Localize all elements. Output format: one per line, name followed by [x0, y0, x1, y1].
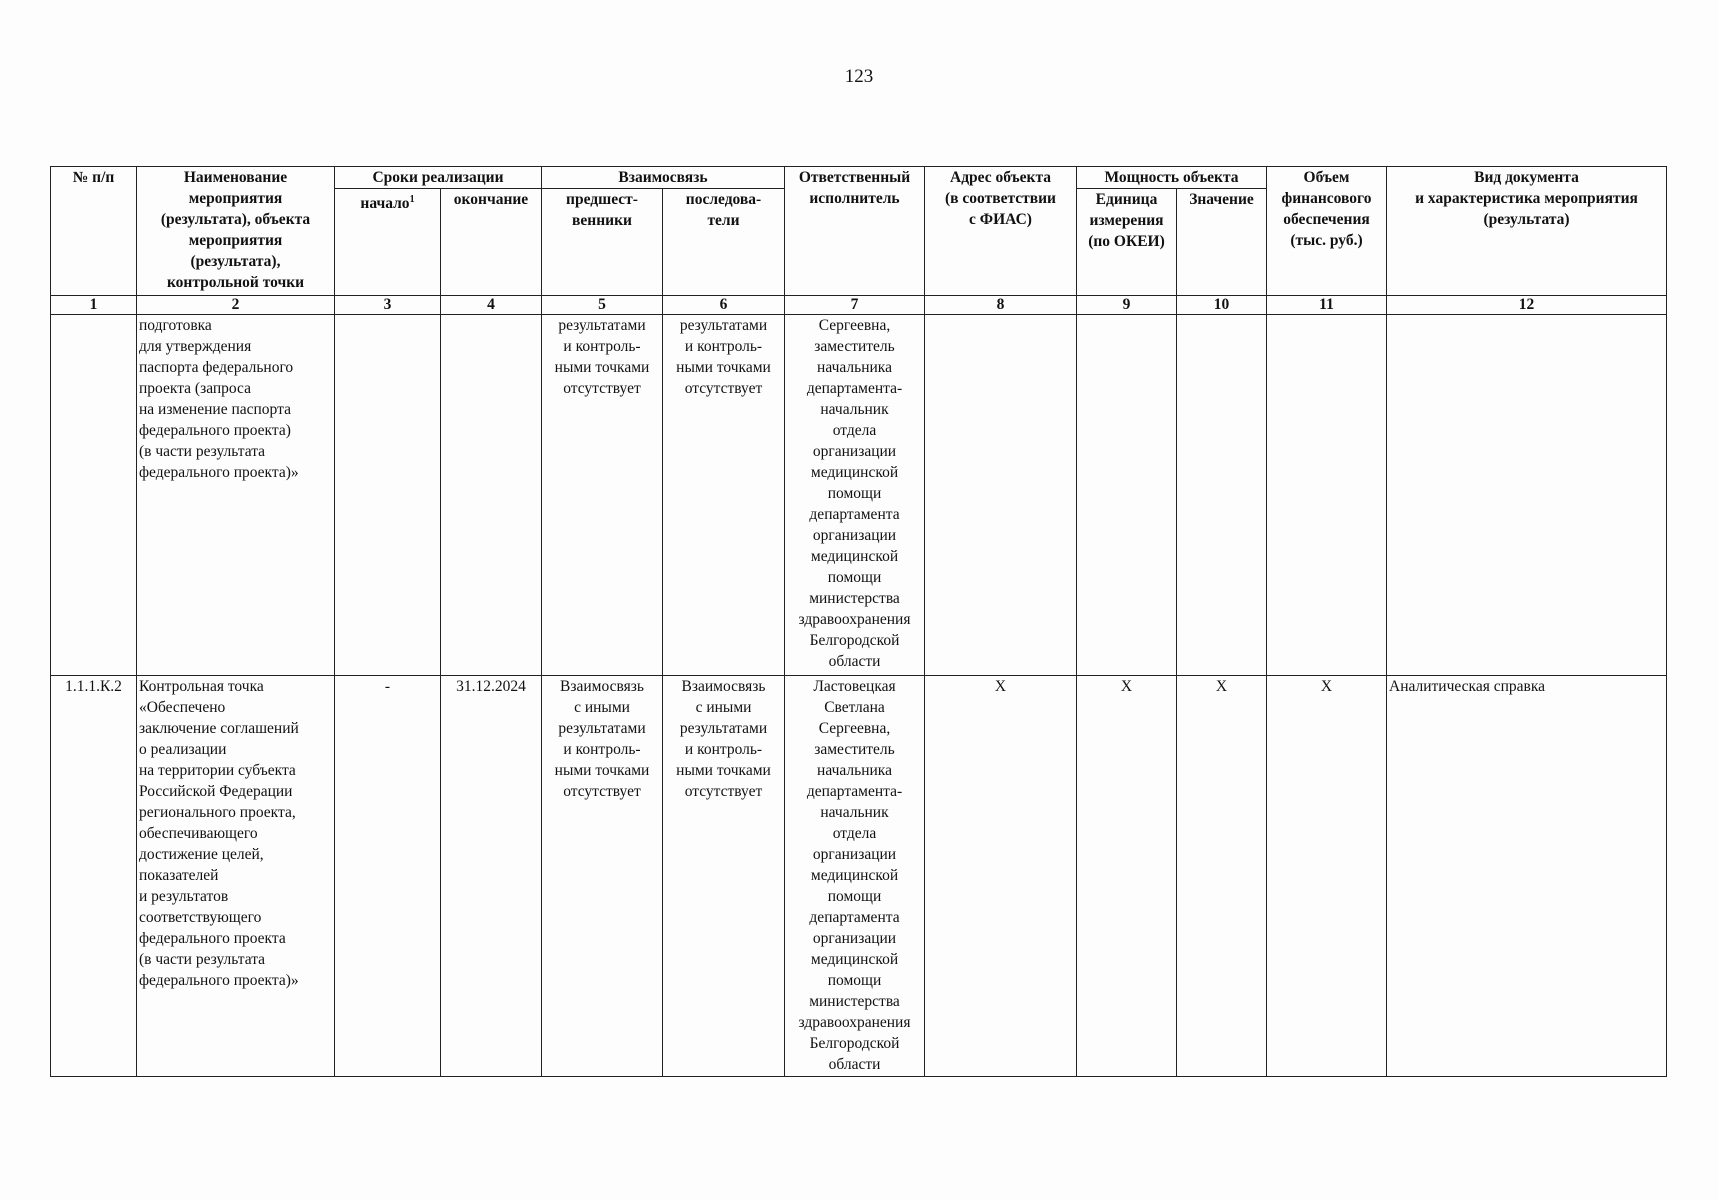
cell-document: Аналитическая справка [1387, 676, 1667, 1077]
cell-value: X [1177, 676, 1267, 1077]
column-number: 2 [137, 296, 335, 315]
column-number: 6 [663, 296, 785, 315]
cell-address [925, 315, 1077, 676]
column-number: 11 [1267, 296, 1387, 315]
cell-financing: X [1267, 676, 1387, 1077]
cell-successors: результатами и контроль- ными точками отсутствует [663, 315, 785, 676]
cell-end: 31.12.2024 [441, 676, 542, 1077]
header-start: начало$^1$ [335, 189, 441, 296]
cell-successors: Взаимосвязь с иными результатами и контроль- ными точками отсутствует [663, 676, 785, 1077]
cell-responsible: Сергеевна, заместитель начальника департамента- начальник отдела организации медицинской помощи департамента организации медицинской помощи министерства здравоохранения Белгородской области [785, 315, 925, 676]
header-address: Адрес объекта (в соответствии с ФИАС) [925, 167, 1077, 296]
header-predecessors: предшест- венники [542, 189, 663, 296]
cell-financing [1267, 315, 1387, 676]
column-number: 8 [925, 296, 1077, 315]
cell-name: Контрольная точка «Обеспечено заключение соглашений о реализации на территории субъекта Российской Федерации регионального проекта, обеспечивающего достижение целей, показателей и результатов соответствующего федерального проекта (в части результата федерального проекта)» [137, 676, 335, 1077]
cell-unit: X [1077, 676, 1177, 1077]
column-number: 12 [1387, 296, 1667, 315]
cell-predecessors: Взаимосвязь с иными результатами и контроль- ными точками отсутствует [542, 676, 663, 1077]
cell-no: 1.1.1.К.2 [51, 676, 137, 1077]
cell-document [1387, 315, 1667, 676]
plan-table [50, 166, 1667, 1077]
cell-end [441, 315, 542, 676]
header-power: Мощность объекта [1077, 167, 1267, 189]
cell-address: X [925, 676, 1077, 1077]
header-successors: последова- тели [663, 189, 785, 296]
header-terms: Сроки реализации [335, 167, 542, 189]
header-name: Наименование мероприятия (результата), объекта мероприятия (результата), контрольной точки [137, 167, 335, 296]
header-financing: Объем финансового обеспечения (тыс. руб.) [1267, 167, 1387, 296]
column-number: 5 [542, 296, 663, 315]
cell-start: - [335, 676, 441, 1077]
header-document: Вид документа и характеристика мероприятия (результата) [1387, 167, 1667, 296]
cell-no [51, 315, 137, 676]
cell-value [1177, 315, 1267, 676]
column-number: 3 [335, 296, 441, 315]
page-number: 123 [844, 66, 874, 87]
cell-start [335, 315, 441, 676]
cell-name: подготовка для утверждения паспорта федерального проекта (запроса на изменение паспорта федерального проекта) (в части результата федерального проекта)» [137, 315, 335, 676]
cell-unit [1077, 315, 1177, 676]
column-number: 10 [1177, 296, 1267, 315]
header-end: окончание [441, 189, 542, 296]
cell-predecessors: результатами и контроль- ными точками отсутствует [542, 315, 663, 676]
table-row [51, 315, 1667, 676]
header-unit: Единица измерения (по ОКЕИ) [1077, 189, 1177, 296]
table-row [51, 676, 1667, 1077]
column-number: 4 [441, 296, 542, 315]
column-number: 9 [1077, 296, 1177, 315]
cell-responsible: Ластовецкая Светлана Сергеевна, заместитель начальника департамента- начальник отдела организации медицинской помощи департамента организации медицинской помощи министерства здравоохранения Белгородской области [785, 676, 925, 1077]
header-responsible: Ответственный исполнитель [785, 167, 925, 296]
header-no: № п/п [51, 167, 137, 296]
header-value: Значение [1177, 189, 1267, 296]
column-number: 1 [51, 296, 137, 315]
column-number: 7 [785, 296, 925, 315]
header-links: Взаимосвязь [542, 167, 785, 189]
